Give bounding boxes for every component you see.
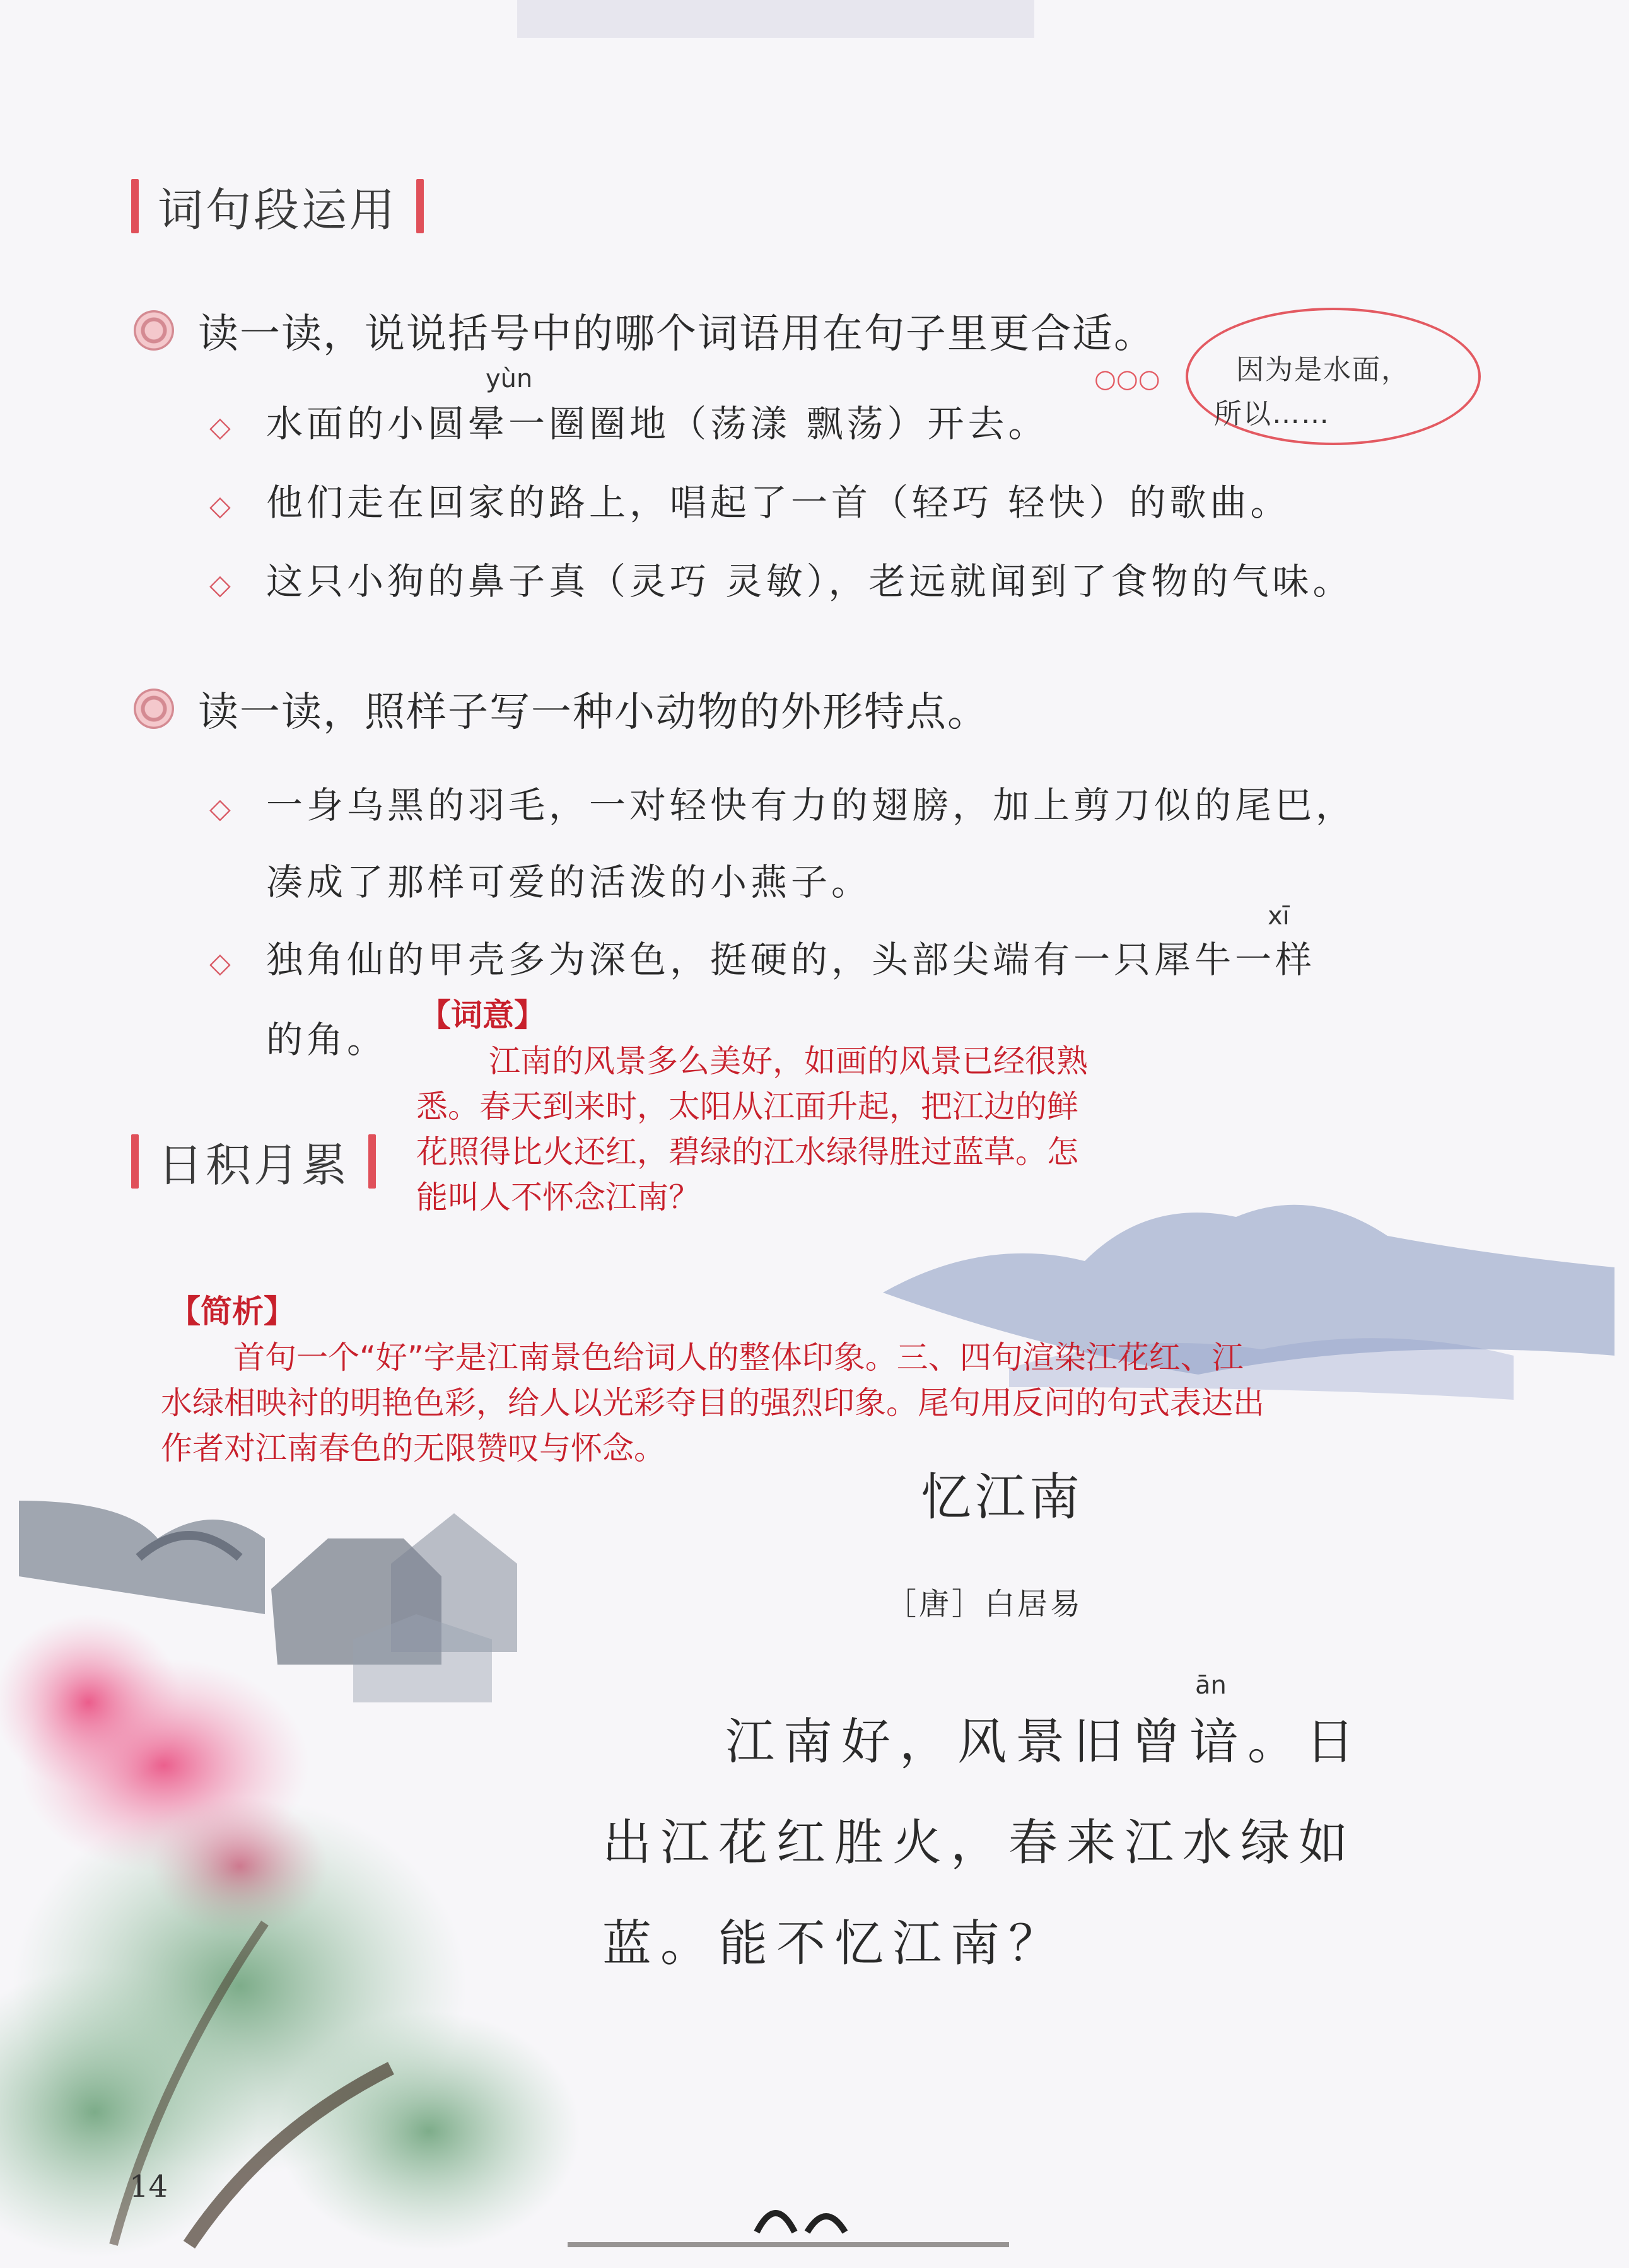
poem-line-2: 出江花红胜火，春来江水绿如	[602, 1815, 1357, 1871]
diamond-bullet-icon: ◇	[209, 490, 231, 522]
note-jianxi-line-2: 水绿相映衬的明艳色彩，给人以光彩夺目的强烈印象。尾句用反问的句式表达出	[161, 1385, 1264, 1421]
heading-bar-left	[131, 1134, 139, 1189]
heading-bar-right	[368, 1134, 376, 1189]
section-heading-accumulation	[131, 1129, 376, 1194]
section-title: 日积月累	[158, 1139, 350, 1192]
page-number: 14	[129, 2169, 168, 2204]
sentence-1: 水面的小圆晕一圈圈地（荡漾 飘荡）开去。	[266, 402, 1049, 445]
diamond-bullet-icon: ◇	[209, 947, 231, 979]
note-jianxi-line-3: 作者对江南春色的无限赞叹与怀念。	[161, 1430, 665, 1467]
task-2-text: 读一读，照样子写一种小动物的外形特点。	[198, 689, 989, 736]
pinyin-xi: xī	[1268, 902, 1290, 931]
pinyin-yun: yùn	[486, 364, 533, 393]
sentence-2: 他们走在回家的路上，唱起了一首（轻巧 轻快）的歌曲。	[266, 481, 1291, 524]
poem-line-1: 江南好，风景旧曾谙。日	[725, 1714, 1364, 1771]
note-jianxi-tag: 【简析】	[169, 1293, 295, 1330]
task-icon	[134, 310, 174, 351]
heading-bar-left	[131, 179, 139, 233]
note-jianxi-line-1: 首句一个“好”字是江南景色给词人的整体印象。三、四句渲染江花红、江	[233, 1339, 1244, 1376]
diamond-bullet-icon: ◇	[209, 793, 231, 825]
task-1	[134, 301, 1155, 359]
task-icon	[134, 689, 174, 729]
bubble-line-2: 所以……	[1214, 398, 1330, 430]
poem-author: ［唐］白居易	[886, 1586, 1083, 1622]
diamond-bullet-icon: ◇	[209, 411, 231, 443]
list-item	[209, 776, 1356, 829]
note-ciyi-line-4: 能叫人不怀念江南？	[416, 1179, 700, 1216]
diamond-bullet-icon: ◇	[209, 569, 231, 601]
example-line-3: 独角仙的甲壳多为深色，挺硬的，头部尖端有一只犀牛一样	[266, 938, 1316, 981]
example-line-2: 凑成了那样可爱的活泼的小燕子。	[266, 861, 872, 904]
bubble-dots-icon: ○○○	[1094, 364, 1160, 393]
poem-line-3: 蓝。能不忆江南？	[602, 1916, 1067, 1972]
section-heading-usage	[131, 173, 424, 239]
list-item	[209, 473, 1290, 526]
task-2	[134, 680, 989, 738]
sentence-3: 这只小狗的鼻子真（灵巧 灵敏），老远就闻到了食物的气味。	[266, 560, 1353, 603]
pinyin-an: ān	[1195, 1671, 1227, 1700]
note-ciyi-line-2: 悉。春天到来时，太阳从江面升起，把江边的鲜	[416, 1088, 1078, 1125]
list-item	[209, 394, 1048, 447]
list-item	[209, 552, 1353, 605]
note-ciyi-tag: 【词意】	[419, 997, 546, 1033]
poem-title: 忆江南	[921, 1468, 1083, 1527]
example-line-1: 一身乌黑的羽毛，一对轻快有力的翅膀，加上剪刀似的尾巴，	[266, 784, 1357, 827]
note-ciyi-line-3: 花照得比火还红，碧绿的江水绿得胜过蓝草。怎	[416, 1134, 1078, 1170]
task-1-text: 读一读，说说括号中的哪个词语用在句子里更合适。	[198, 311, 1155, 358]
heading-bar-right	[416, 179, 424, 233]
note-ciyi-line-1: 江南的风景多么美好，如画的风景已经很熟	[489, 1043, 1088, 1079]
example-line-4: 的角。	[266, 1018, 388, 1061]
bubble-line-1: 因为是水面，	[1236, 354, 1410, 386]
section-title: 词句段运用	[158, 183, 398, 236]
list-item	[209, 930, 1316, 983]
